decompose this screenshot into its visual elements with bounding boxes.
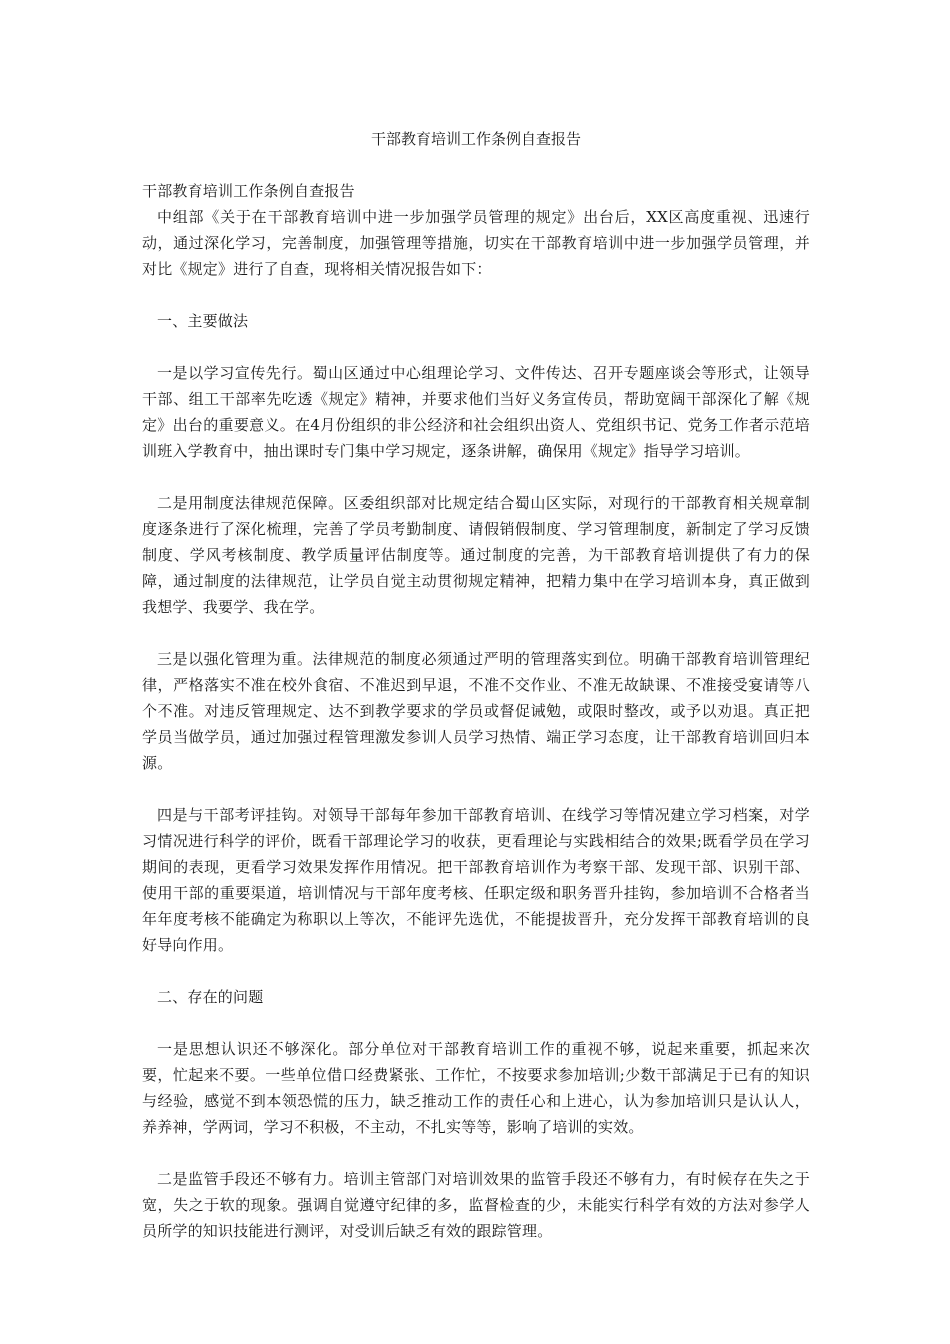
- section-1-heading: 一、主要做法: [157, 312, 249, 330]
- section-2-paragraph-2: 二是监管手段还不够有力。培训主管部门对培训效果的监管手段还不够有力，有时候存在失之于宽，失之于软的现象。强调自觉遵守纪律的多，监督检查的少，未能实行科学有效的方法对参学人员所学的知识技能进行测评，对受训后缺乏有效的跟踪管理。: [142, 1170, 810, 1240]
- document-body: [142, 178, 810, 1244]
- document-subtitle: 干部教育培训工作条例自查报告: [142, 182, 355, 200]
- section-2-paragraph-1: 一是思想认识还不够深化。部分单位对干部教育培训工作的重视不够，说起来重要，抓起来次要，忙起来不要。一些单位借口经费紧张、工作忙，不按要求参加培训;少数干部满足于已有的知识与经验，感觉不到本领恐慌的压力，缺乏推动工作的责任心和上进心，认为参加培训只是认认人，养养神，学两词，学习不积极，不主动，不扎实等等，影响了培训的实效。: [142, 1040, 810, 1136]
- section-1-paragraph-3: 三是以强化管理为重。法律规范的制度必须通过严明的管理落实到位。明确干部教育培训管理纪律，严格落实不准在校外食宿、不准迟到早退，不准不交作业、不准无故缺课、不准接受宴请等八个不准。对违反管理规定、达不到教学要求的学员或督促诫勉，或限时整改，或予以劝退。真正把学员当做学员，通过加强过程管理激发参训人员学习热情、端正学习态度，让干部教育培训回归本源。: [142, 650, 810, 772]
- section-1-paragraph-1: 一是以学习宣传先行。蜀山区通过中心组理论学习、文件传达、召开专题座谈会等形式，让领导干部、组工干部率先吃透《规定》精神，并要求他们当好义务宣传员，帮助宽阔干部深化了解《规定》出台的重要意义。在4月份组织的非公经济和社会组织出资人、党组织书记、党务工作者示范培训班入学教育中，抽出课时专门集中学习规定，逐条讲解，确保用《规定》指导学习培训。: [142, 364, 810, 460]
- document-title: 干部教育培训工作条例自查报告: [370, 130, 581, 148]
- section-1-paragraph-2: 二是用制度法律规范保障。区委组织部对比规定结合蜀山区实际，对现行的干部教育相关规章制度逐条进行了深化梳理，完善了学员考勤制度、请假销假制度、学习管理制度，新制定了学习反馈制度、学风考核制度、教学质量评估制度等。通过制度的完善，为干部教育培训提供了有力的保障，通过制度的法律规范，让学员自觉主动贯彻规定精神，把精力集中在学习培训本身，真正做到我想学、我要学、我在学。: [142, 494, 810, 616]
- section-1-paragraph-4: 四是与干部考评挂钩。对领导干部每年参加干部教育培训、在线学习等情况建立学习档案，对学习情况进行科学的评价，既看干部理论学习的收获，更看理论与实践相结合的效果;既看学员在学习期间的表现，更看学习效果发挥作用情况。把干部教育培训作为考察干部、发现干部、识别干部、使用干部的重要渠道，培训情况与干部年度考核、任职定级和职务晋升挂钩，参加培训不合格者当年年度考核不能确定为称职以上等次，不能评先选优，不能提拔晋升，充分发挥干部教育培训的良好导向作用。: [142, 806, 810, 954]
- intro-paragraph: 中组部《关于在干部教育培训中进一步加强学员管理的规定》出台后，XX区高度重视、迅速行动，通过深化学习，完善制度，加强管理等措施，切实在干部教育培训中进一步加强学员管理，并对比《规定》进行了自查，现将相关情况报告如下：: [142, 208, 810, 278]
- section-2-heading: 二、存在的问题: [157, 988, 264, 1006]
